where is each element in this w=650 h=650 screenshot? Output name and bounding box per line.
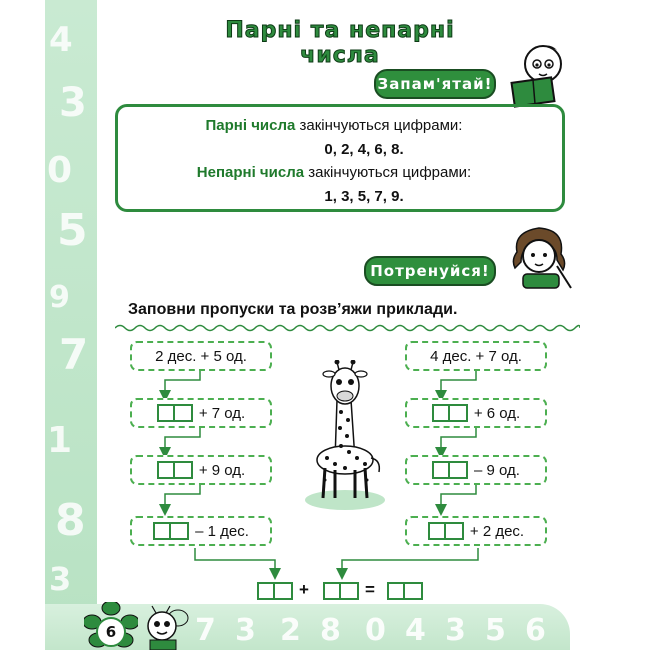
bee-character-illustration <box>142 604 190 650</box>
giraffe-illustration <box>295 360 395 510</box>
answer-blank[interactable] <box>153 522 189 540</box>
left-step-1-text: + 7 од. <box>198 404 246 422</box>
page-title: Парні та непарні числа <box>225 18 455 68</box>
right-start-text: 4 дес. + 7 од. <box>430 347 522 365</box>
final-answer-blank-3[interactable] <box>387 582 423 600</box>
final-answer-blank-2[interactable] <box>323 582 359 600</box>
exercise-instruction: Заповни пропуски та розв’яжи приклади. <box>128 301 458 318</box>
practice-label: Потренуйся! <box>364 256 496 286</box>
odd-digits: 1, 3, 5, 7, 9. <box>324 188 404 205</box>
left-start-text: 2 дес. + 5 од. <box>155 347 247 365</box>
right-start-expression <box>405 341 547 371</box>
right-step-1 <box>405 398 547 428</box>
bottom-decorative-strip: 7 3 2 8 0 4 3 5 6 <box>45 604 570 650</box>
left-step-1 <box>130 398 272 428</box>
answer-blank[interactable] <box>157 461 193 479</box>
left-start-expression <box>130 341 272 371</box>
left-step-2-text: + 9 од. <box>198 461 246 479</box>
left-step-3-text: – 1 дес. <box>195 522 249 540</box>
left-decorative-strip: 4 3 0 5 9 7 1 8 3 <box>45 0 97 650</box>
answer-blank[interactable] <box>428 522 464 540</box>
right-step-1-text: + 6 од. <box>473 404 521 422</box>
right-step-3-text: + 2 дес. <box>469 522 525 540</box>
left-step-2 <box>130 455 272 485</box>
page-number: 6 <box>96 617 126 647</box>
even-numbers-label: Парні числа <box>205 117 296 134</box>
final-plus: + <box>299 580 309 599</box>
remember-label: Запам'ятай! <box>374 69 496 99</box>
right-step-3 <box>405 516 547 546</box>
odd-numbers-label: Непарні числа <box>196 164 305 181</box>
odd-rule-text: закінчуються цифрами: <box>308 164 472 181</box>
even-rule-text: закінчуються цифрами: <box>299 117 463 134</box>
answer-blank[interactable] <box>432 461 468 479</box>
even-digits: 0, 2, 4, 6, 8. <box>324 141 404 158</box>
final-answer-blank-1[interactable] <box>257 582 293 600</box>
answer-blank[interactable] <box>432 404 468 422</box>
answer-blank[interactable] <box>157 404 193 422</box>
right-step-2-text: – 9 од. <box>474 461 520 479</box>
left-step-3 <box>130 516 272 546</box>
final-equals: = <box>365 580 375 599</box>
right-step-2 <box>405 455 547 485</box>
